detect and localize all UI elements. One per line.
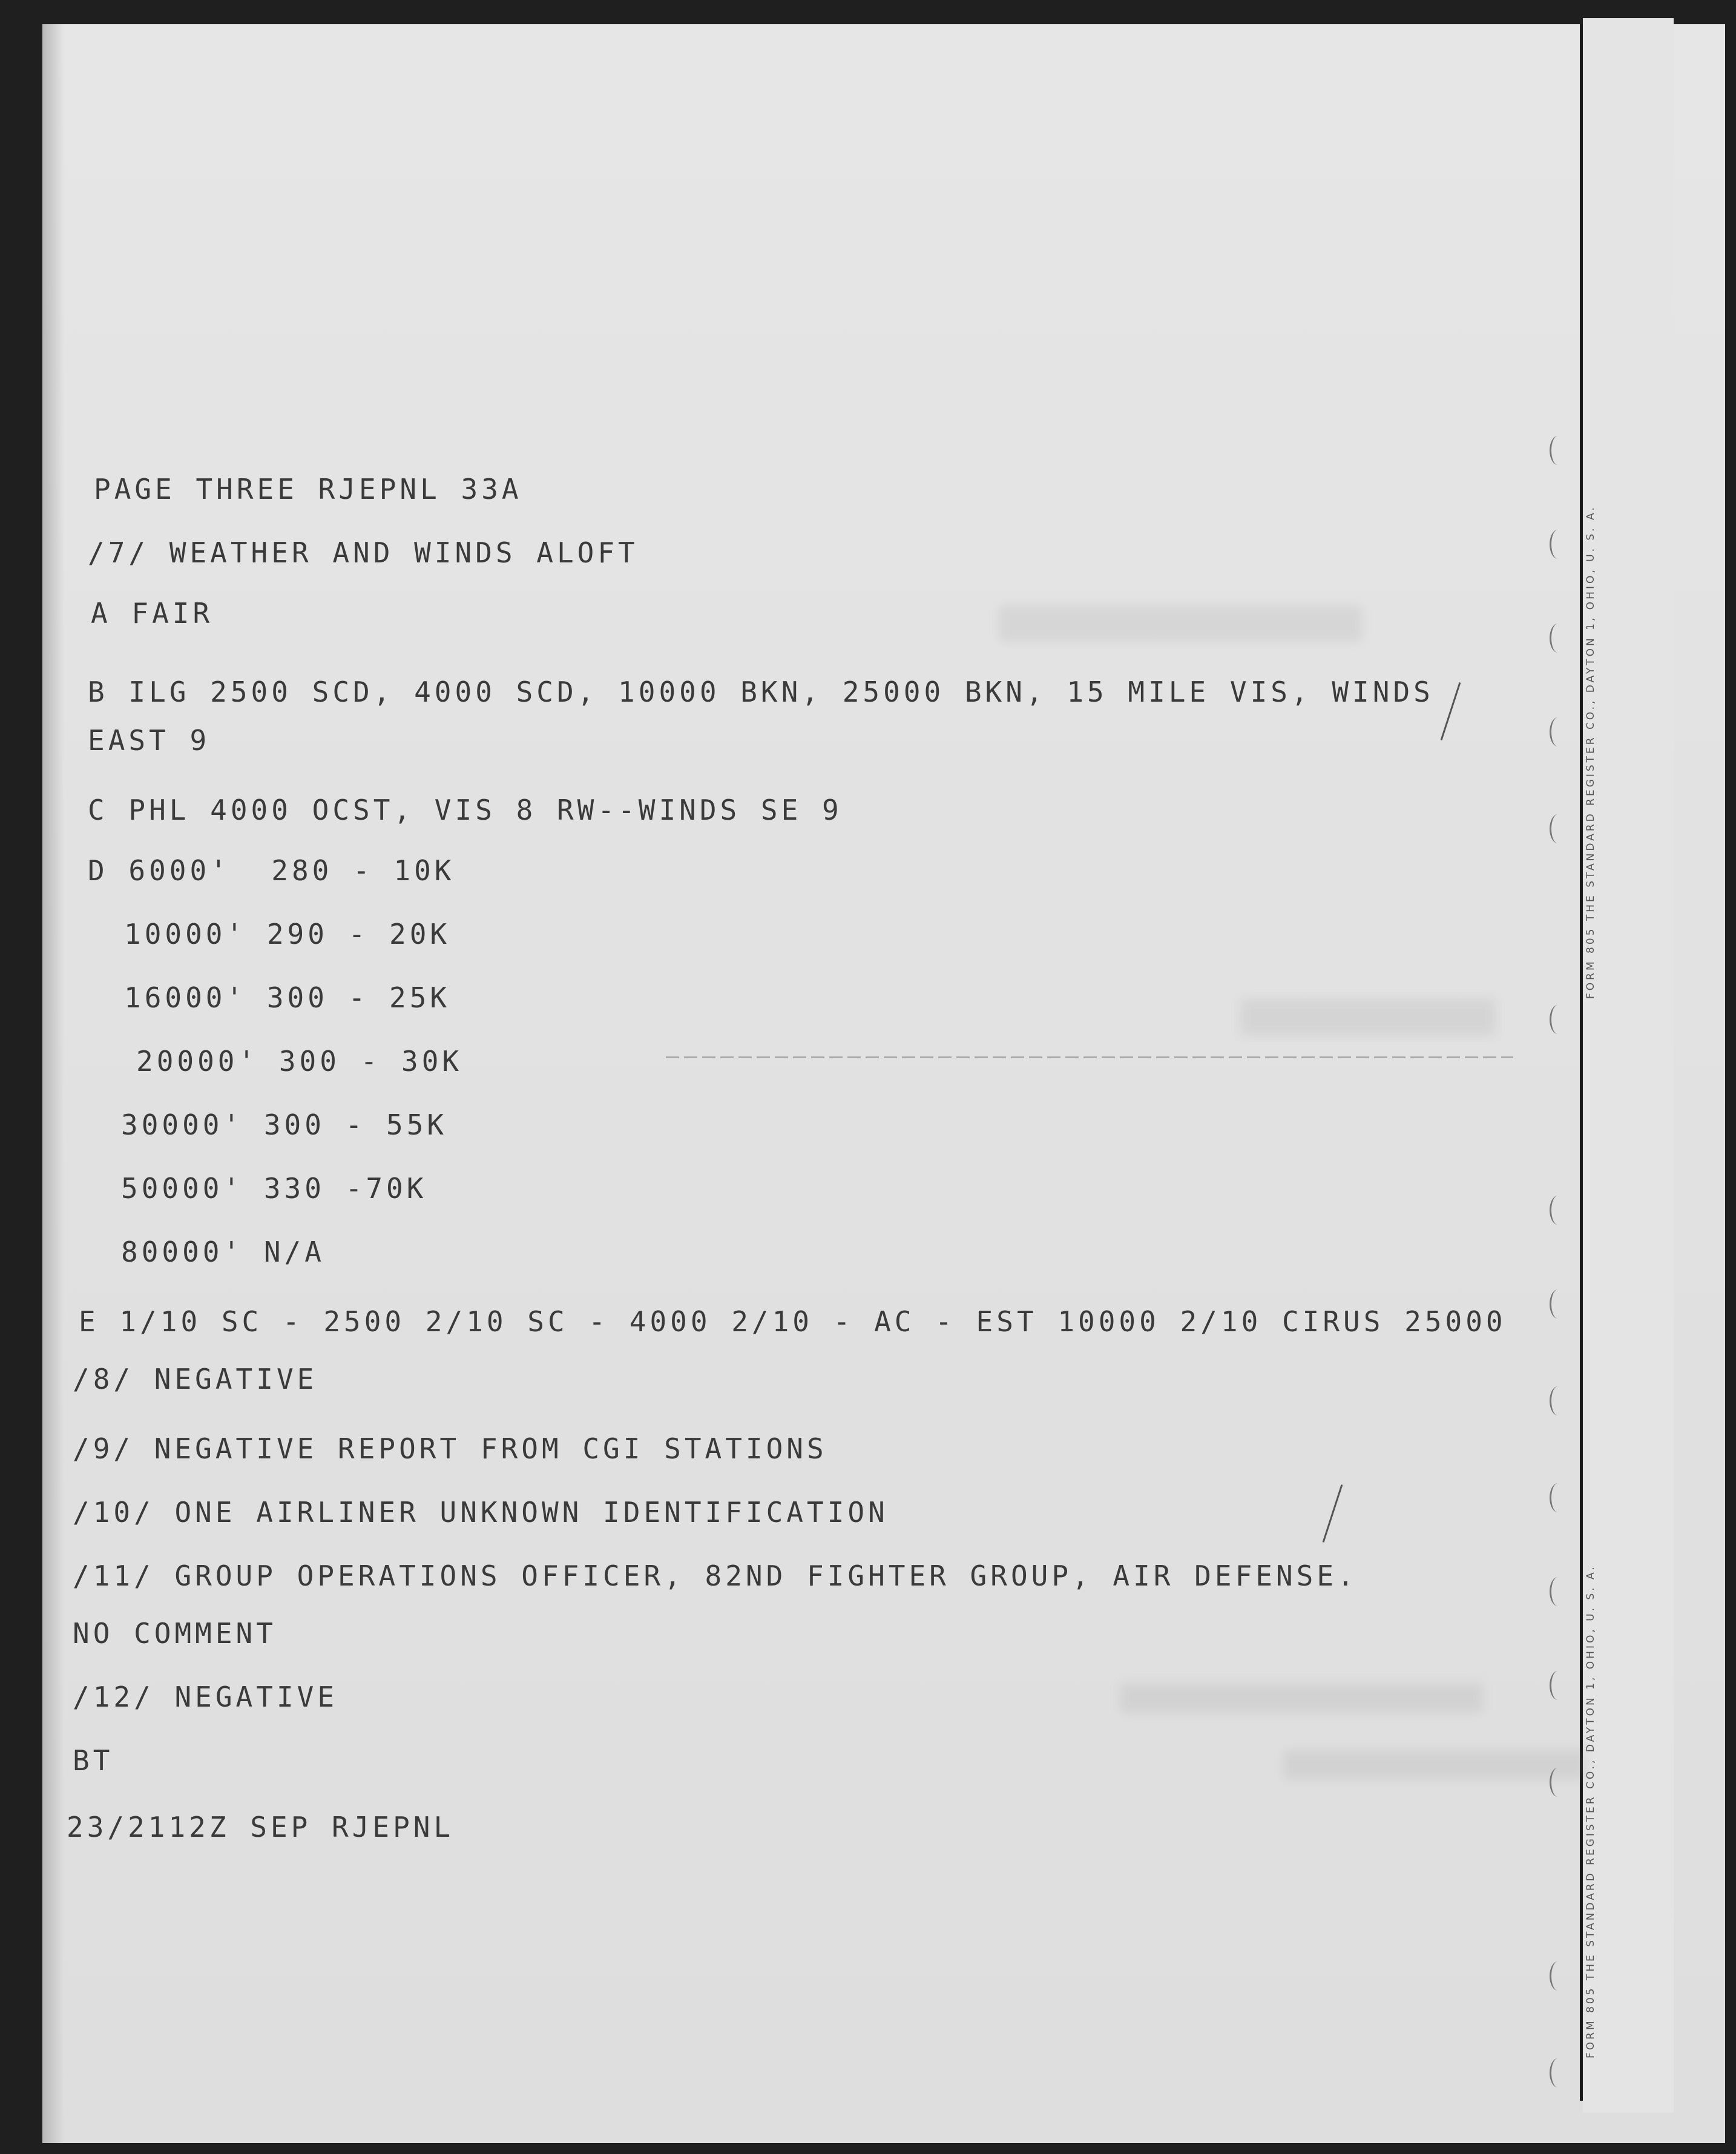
tractor-hole-icon [1550, 814, 1566, 843]
weather-line-b: B ILG 2500 SCD, 4000 SCD, 10000 BKN, 25000 BKN, 15 MILE VIS, WINDS [88, 676, 1434, 708]
break-marker: BT [73, 1744, 114, 1777]
margin-imprint: FORM 805 THE STANDARD REGISTER CO., DAYTON 1, OHIO, U. S. A. [1585, 505, 1597, 999]
winds-aloft-row: 10000' 290 - 20K [124, 918, 451, 950]
section-10-line: /10/ ONE AIRLINER UNKNOWN IDENTIFICATION [73, 1496, 889, 1529]
tractor-hole-icon [1550, 1196, 1566, 1225]
weather-line-b-cont: EAST 9 [88, 724, 211, 757]
section-9-line: /9/ NEGATIVE REPORT FROM CGI STATIONS [73, 1432, 827, 1465]
perforation-line [1580, 24, 1583, 2101]
tractor-hole-icon [1550, 2058, 1566, 2087]
margin-imprint: FORM 805 THE STANDARD REGISTER CO., DAYTON 1, OHIO, U. S. A. [1585, 1564, 1597, 2058]
tractor-hole-icon [1550, 1386, 1566, 1415]
page-header-line: PAGE THREE RJEPNL 33A [94, 473, 522, 506]
tractor-hole-icon [1550, 1005, 1566, 1034]
tractor-hole-icon [1550, 1577, 1566, 1606]
winds-aloft-row: 50000' 330 -70K [121, 1172, 427, 1205]
weather-line-c: C PHL 4000 OCST, VIS 8 RW--WINDS SE 9 [88, 794, 843, 826]
winds-aloft-row: 30000' 300 - 55K [121, 1108, 448, 1141]
weather-line-a: A FAIR [91, 597, 214, 630]
tractor-hole-icon [1550, 436, 1566, 465]
winds-aloft-row: 16000' 300 - 25K [124, 981, 451, 1014]
carbon-smudge [999, 605, 1362, 642]
carbon-smudge [1241, 999, 1495, 1035]
tractor-hole-icon [1550, 1961, 1566, 1991]
section-8-line: /8/ NEGATIVE [73, 1363, 318, 1395]
tractor-hole-icon [1550, 1483, 1566, 1512]
winds-aloft-row: D 6000' 280 - 10K [88, 854, 455, 887]
tractor-hole-icon [1550, 717, 1566, 746]
tractor-hole-icon [1550, 624, 1566, 653]
carbon-ghost-line [666, 1056, 1513, 1058]
winds-aloft-row: 80000' N/A [121, 1236, 325, 1268]
carbon-smudge [1120, 1683, 1483, 1713]
tractor-hole-icon [1550, 1671, 1566, 1700]
tractor-hole-icon [1550, 530, 1566, 559]
section-11-line: /11/ GROUP OPERATIONS OFFICER, 82ND FIGHTER GROUP, AIR DEFENSE. [73, 1560, 1358, 1592]
no-comment-line: NO COMMENT [73, 1617, 277, 1650]
section-12-line: /12/ NEGATIVE [73, 1681, 338, 1713]
carbon-smudge [1283, 1750, 1586, 1780]
weather-line-e: E 1/10 SC - 2500 2/10 SC - 4000 2/10 - AC - EST 10000 2/10 CIRUS 25000 [79, 1305, 1507, 1338]
paper-edge-shadow [42, 24, 64, 2143]
winds-aloft-row: 20000' 300 - 30K [136, 1045, 463, 1078]
date-time-group: 23/2112Z SEP RJEPNL [67, 1811, 455, 1843]
section-7-heading: /7/ WEATHER AND WINDS ALOFT [88, 536, 639, 569]
tractor-hole-icon [1550, 1289, 1566, 1319]
